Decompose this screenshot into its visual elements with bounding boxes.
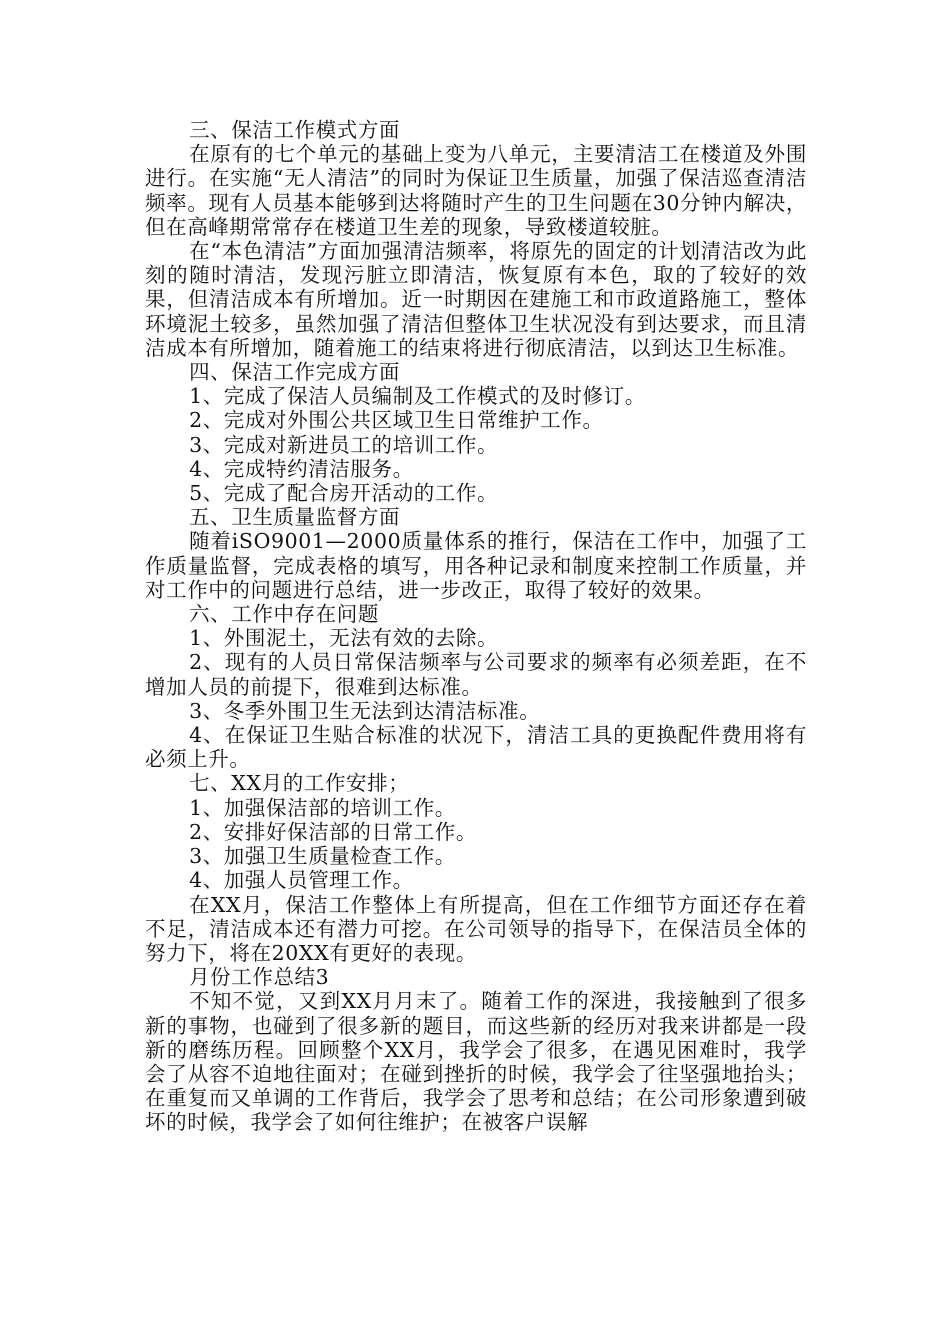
paragraph-monthly-reflection: 不知不觉，又到XX月月末了。随着工作的深进，我接触到了很多新的事物，也碰到了很多新的题目，而这些新的经历对我来讲都是一段新的磨练历程。回顾整个XX月，我学会了很多，在遇见困难时，我学会了从容不迫地往面对；在碰到挫折的时候，我学会了往坚强地抬头；在重复而又单调的工作背后，我学会了思考和总结；在公司形象遭到破坏的时候，我学会了如何往维护；在被客户误解	[145, 989, 807, 1135]
section-heading-completion: 四、保洁工作完成方面	[189, 360, 401, 385]
section-heading-problems: 六、工作中存在问题	[189, 602, 379, 627]
list-item: 3、加强卫生质量检查工作。	[189, 844, 456, 869]
list-item: 4、在保证卫生贴合标准的状况下，清洁工具的更换配件费用将有必须上升。	[145, 723, 807, 772]
list-item: 5、完成了配合房开活动的工作。	[189, 481, 499, 506]
document-body	[145, 118, 807, 1135]
list-item: 1、加强保洁部的培训工作。	[189, 795, 456, 820]
paragraph-iso9001: 随着iSO9001—2000质量体系的推行，保洁在工作中，加强了工作质量监督，完成表格的填写，用各种记录和制度来控制工作质量，并对工作中的问题进行总结，进一步改正，取得了较好的效果。	[145, 529, 807, 602]
list-item: 4、完成特约清洁服务。	[189, 456, 414, 481]
list-item: 3、冬季外围卫生无法到达清洁标准。	[189, 698, 541, 723]
list-item: 4、加强人员管理工作。	[189, 868, 414, 893]
section-heading-monthly-summary-3: 月份工作总结3	[189, 965, 330, 990]
list-item: 2、完成对外围公共区域卫生日常维护工作。	[189, 408, 604, 433]
section-heading-work-plan: 七、XX月的工作安排；	[189, 771, 410, 796]
list-item: 1、外围泥土，无法有效的去除。	[189, 626, 499, 651]
list-item: 1、完成了保洁人员编制及工作模式的及时修订。	[189, 384, 646, 409]
list-item: 2、安排好保洁部的日常工作。	[189, 819, 478, 844]
section-heading-cleaning-mode: 三、保洁工作模式方面	[189, 118, 401, 142]
paragraph-summary: 在XX月，保洁工作整体上有所提高，但在工作细节方面还存在着不足，清洁成本还有潜力可挖。在公司领导的指导下，在保洁员全体的努力下，将在20XX有更好的表现。	[145, 892, 807, 965]
paragraph-natural-color-cleaning: 在“本色清洁”方面加强清洁频率，将原先的固定的计划清洁改为此刻的随时清洁，发现污脏立即清洁，恢复原有本色，取的了较好的效果，但清洁成本有所增加。近一时期因在建施工和市政道路施工，整体环境泥土较多，虽然加强了清洁但整体卫生状况没有到达要求，而且清洁成本有所增加，随着施工的结束将进行彻底清洁，以到达卫生标准。	[145, 239, 807, 360]
section-heading-quality-supervision: 五、卫生质量监督方面	[189, 505, 401, 530]
list-item: 3、完成对新进员工的培训工作。	[189, 432, 499, 457]
list-item: 2、现有的人员日常保洁频率与公司要求的频率有必须差距，在不增加人员的前提下，很难到达标准。	[145, 650, 807, 699]
paragraph-units-cleaning: 在原有的七个单元的基础上变为八单元，主要清洁工在楼道及外围进行。在实施“无人清洁”的同时为保证卫生质量，加强了保洁巡查清洁频率。现有人员基本能够到达将随时产生的卫生问题在30分钟内解决，但在高峰期常常存在楼道卫生差的现象，导致楼道较脏。	[145, 142, 807, 239]
